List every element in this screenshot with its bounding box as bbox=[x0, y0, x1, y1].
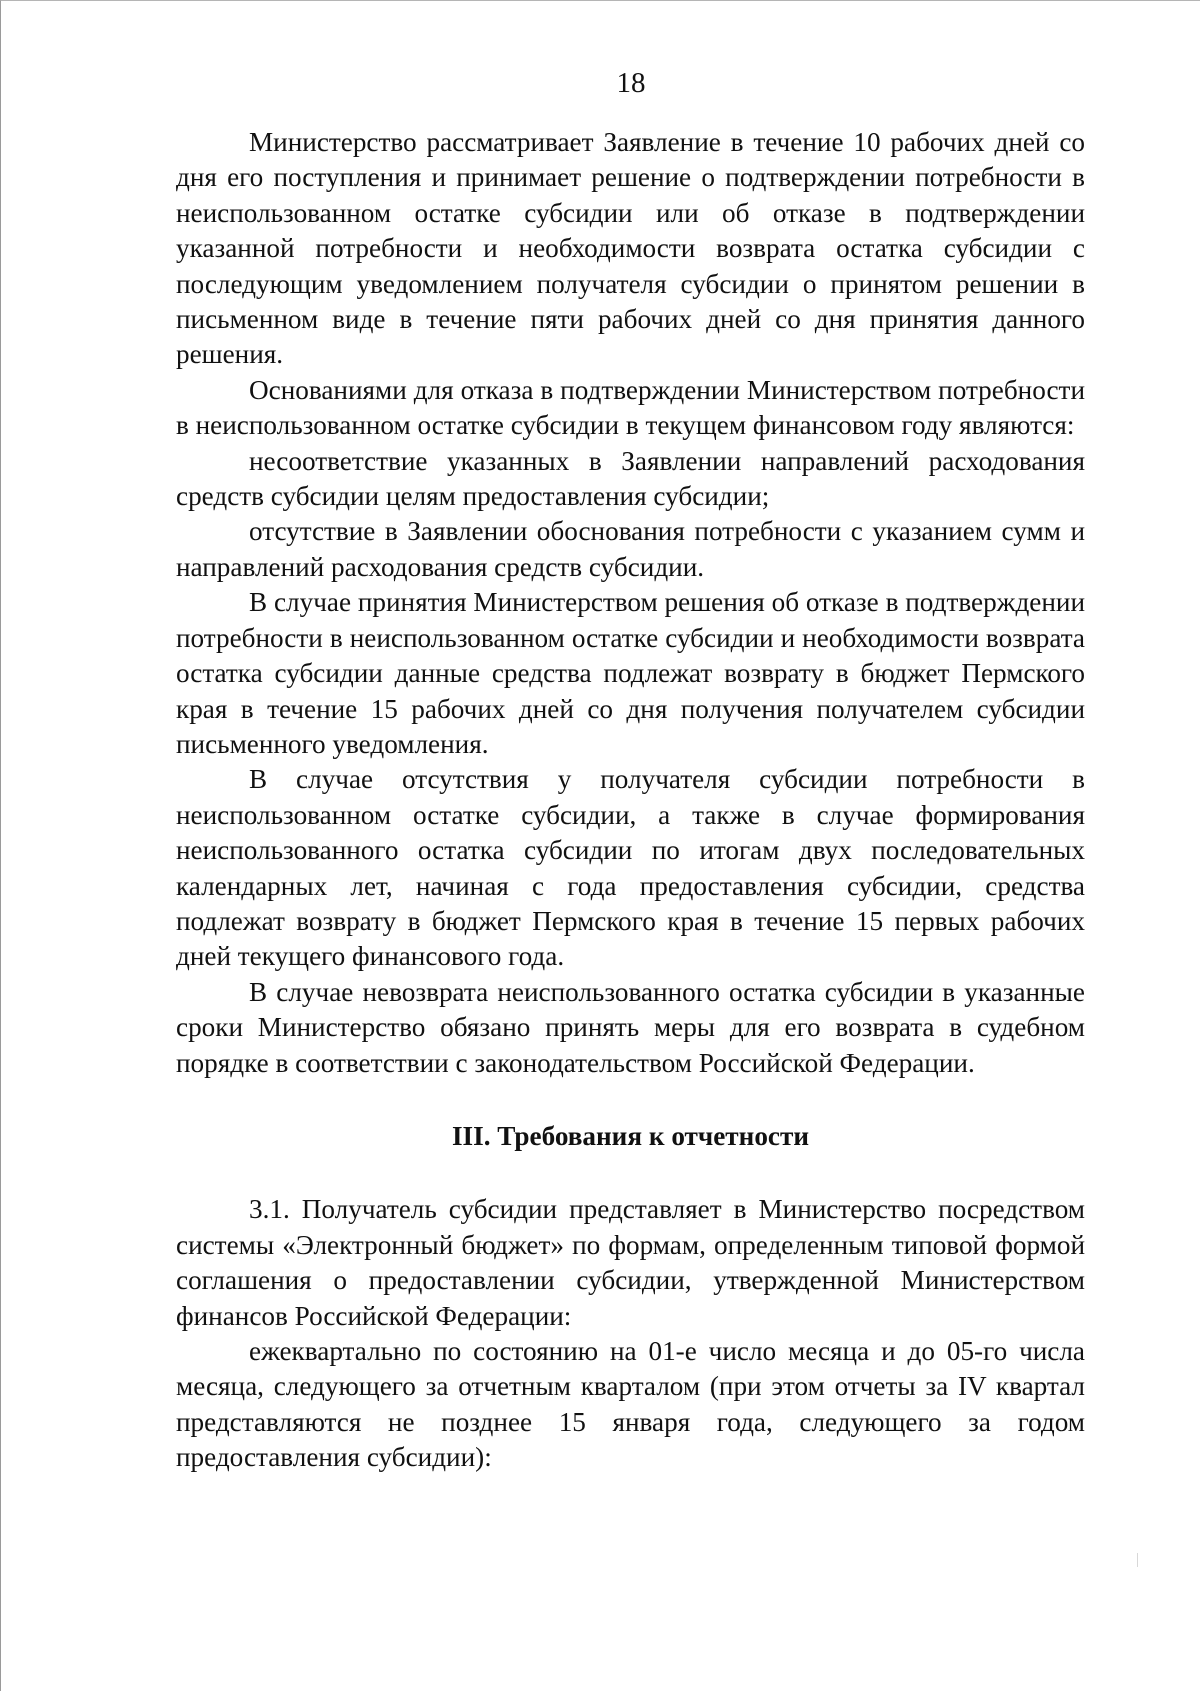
paragraph-review-period: Министерство рассматривает Заявление в течение 10 рабочих дней со дня его поступления и принимает решение о подтверждении потребности в неиспользованном остатке субсидии или об отказе в подтверждении указанной потребности и необходимости возврата остатка субсидии с последующим уведомлением получателя субсидии о принятом решении в письменном виде в течение пяти рабочих дней со дня принятия данного решения. bbox=[176, 127, 1085, 370]
paragraph-refusal-return: В случае принятия Министерством решения об отказе в подтверждении потребности в неиспользованном остатке субсидии и необходимости возврата остатка субсидии данные средства подлежат возврату в бюджет Пермского края в течение 15 рабочих дней со дня получения получателем субсидии письменного уведомления. bbox=[176, 587, 1085, 759]
paragraph-refusal-grounds: Основаниями для отказа в подтверждении Министерством потребности в неиспользованном остатке субсидии в текущем финансовом году являются: bbox=[176, 374, 1085, 441]
page-number: 18 bbox=[616, 67, 646, 99]
scan-mark bbox=[1137, 1553, 1138, 1567]
paragraph-ground-mismatch: несоответствие указанных в Заявлении направлений расходования средств субсидии целям предоставления субсидии; bbox=[176, 445, 1085, 512]
paragraph-quarterly-reports: ежеквартально по состоянию на 01-е число месяца и до 05-го числа месяца, следующего за отчетным кварталом (при этом отчеты за IV квартал представляются не позднее 15 января года, следующего за годом предоставления субсидии): bbox=[176, 1336, 1085, 1473]
document-body bbox=[176, 125, 1085, 1476]
paragraph-court-recovery: В случае невозврата неиспользованного остатка субсидии в указанные сроки Министерство обязано принять меры для его возврата в судебном порядке в соответствии с законодательством Российской Федерации. bbox=[176, 976, 1085, 1078]
paragraph-reporting-3-1: 3.1. Получатель субсидии представляет в Министерство посредством системы «Электронный бюджет» по формам, определенным типовой формой соглашения о предоставлении субсидии, утвержденной Министерством финансов Российской Федерации: bbox=[176, 1194, 1085, 1331]
paragraph-ground-no-justification: отсутствие в Заявлении обоснования потребности с указанием сумм и направлений расходования средств субсидии. bbox=[176, 516, 1085, 582]
paragraph-no-need-return: В случае отсутствия у получателя субсидии потребности в неиспользованном остатке субсидии, а также в случае формирования неиспользованного остатка субсидии по итогам двух последовательных календарных лет, начиная с года предоставления субсидии, средства подлежат возврату в бюджет Пермского края в течение 15 первых рабочих дней текущего финансового года. bbox=[176, 764, 1085, 972]
section-heading: III. Требования к отчетности bbox=[451, 1120, 810, 1151]
